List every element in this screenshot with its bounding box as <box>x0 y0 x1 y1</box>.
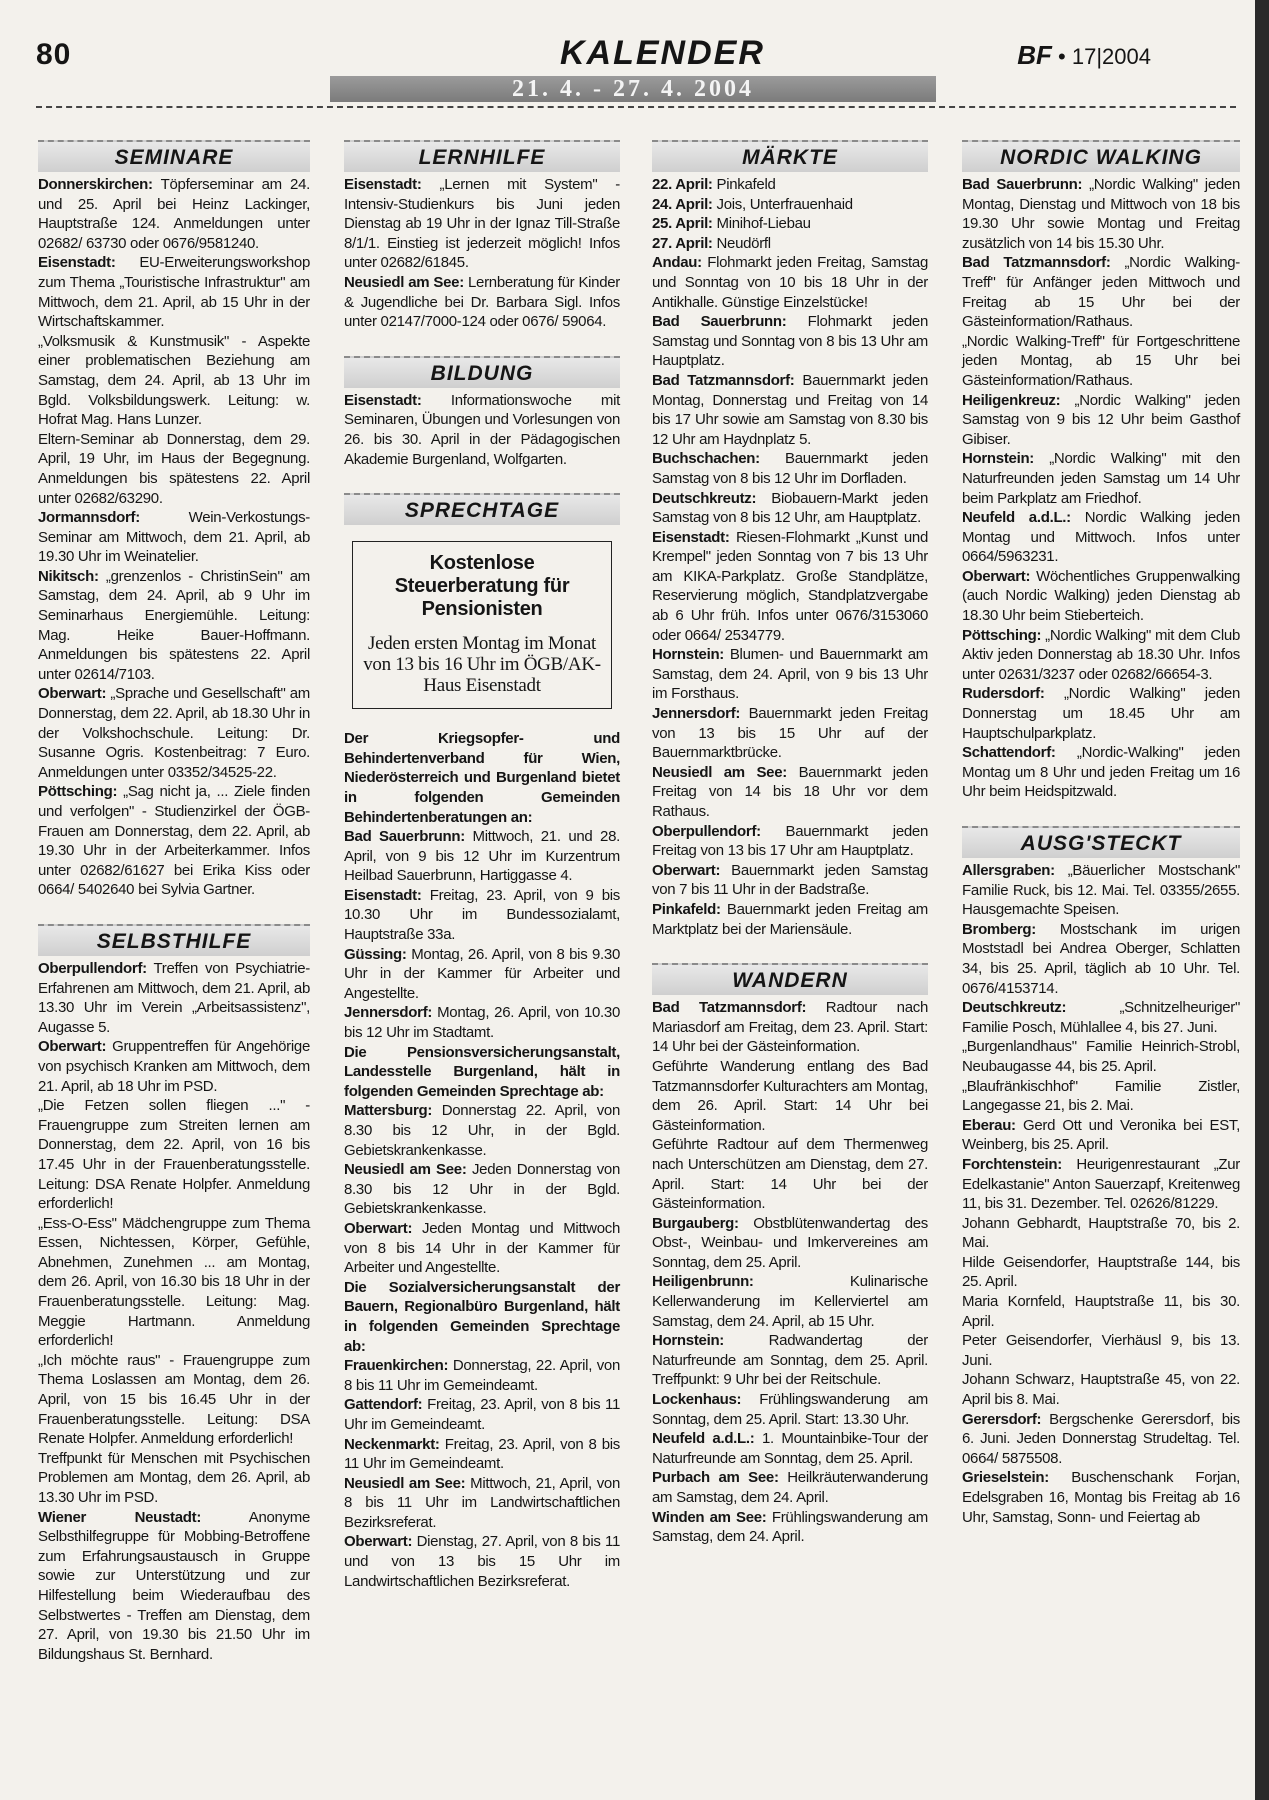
list-item: Johann Gebhardt, Hauptstraße 70, bis 2. Mai. <box>962 1214 1240 1252</box>
list-item: Frauenkirchen: Donnerstag, 22. April, von 8 bis 11 Uhr im Gemeindeamt. <box>344 1357 620 1394</box>
list-item: Grieselstein: Buschenschank Forjan, Edelsgraben 16, Montag bis Freitag ab 16 Uhr, Samstag, Sonn- und Feiertag ab <box>962 1469 1240 1526</box>
list-item: Deutschkreutz: „Schnitzelheuriger" Familie Posch, Mühlallee 4, bis 27. Juni. <box>962 999 1240 1036</box>
list-item: Eisenstadt: „Lernen mit System" - Intensiv-Studienkurs bis Juni jeden Dienstag ab 19 Uhr in der Ignaz Till-Straße 8/1/1. Einstieg ist jederzeit möglich! Infos unter 02682/61845. <box>344 176 620 272</box>
page-number: 80 <box>36 38 72 71</box>
list-item: Hornstein: „Nordic Walking" mit den Naturfreunden jeden Samstag um 14 Uhr beim Parkplatz am Friedhof. <box>962 450 1240 507</box>
issue-label <box>1017 40 1151 71</box>
page-title: KALENDER <box>560 34 765 72</box>
list-item: Gattendorf: Freitag, 23. April, von 8 bis 11 Uhr im Gemeindeamt. <box>344 1396 620 1433</box>
list-item: Peter Geisendorfer, Vierhäusl 9, bis 13. Juni. <box>962 1332 1240 1369</box>
list-item: Andau: Flohmarkt jeden Freitag, Samstag und Sonntag von 10 bis 18 Uhr in der Antikhalle. Günstige Einzelstücke! <box>652 254 928 311</box>
section-header-bildung <box>344 356 620 388</box>
list-item: Maria Kornfeld, Hauptstraße 11, bis 30. April. <box>962 1293 1240 1330</box>
list-item: „Volksmusik & Kunstmusik" - Aspekte einer problematischen Beziehung am Samstag, dem 24. April, ab 13 Uhr im Bgld. Volksbildungswerk. Leitung: w. Hofrat Mag. Hans Lunzer. <box>38 332 310 429</box>
list-item: Burgauberg: Obstblütenwandertag des Obst-, Weinbau- und Imkervereines am Sonntag, dem 25. April. <box>652 1214 928 1271</box>
section-header-wandern <box>652 963 928 995</box>
column-3 <box>652 138 928 1547</box>
list-item: Neusiedl am See: Lernberatung für Kinder & Jugendliche bei Dr. Barbara Sigl. Infos unter 02147/7000-124 oder 0676/ 59064. <box>344 273 620 331</box>
list-item: Oberwart: Jeden Montag und Mittwoch von 8 bis 14 Uhr in der Kammer für Arbeiter und Angestellte. <box>344 1219 620 1277</box>
page-edge-shadow <box>1255 0 1269 1800</box>
list-item: 24. April: Jois, Unterfrauenhaid <box>652 195 853 213</box>
box-text: Jeden ersten Montag im Monat von 13 bis 16 Uhr im ÖGB/AK-Haus Eisenstadt <box>363 633 601 697</box>
list-item: Hornstein: Blumen- und Bauernmarkt am Samstag, dem 24. April, von 9 bis 13 Uhr im Forsthaus. <box>652 646 928 703</box>
section-title: NORDIC WALKING <box>1000 146 1202 169</box>
list-item: Treffpunkt für Menschen mit Psychischen Problemen am Montag, dem 26. April, ab 13.30 Uhr im PSD. <box>38 1449 310 1506</box>
list-item: „Nordic Walking-Treff" für Fortgeschrittene jeden Montag, ab 15 Uhr bei Gästeinformation/Rathaus. <box>962 332 1240 389</box>
list-item: Eisenstadt: EU-Erweiterungsworkshop zum Thema „Touristische Infrastruktur" am Mittwoch, dem 21. April, ab 15 Uhr in der Wirtschaftskammer. <box>38 254 310 331</box>
list-item: „Ess-O-Ess" Mädchengruppe zum Thema Essen, Nichtessen, Körper, Gefühle, Abnehmen, Zunehmen ... am Montag, dem 26. April, von 16.30 bis 18 Uhr in der Frauenberatungsstelle. Leitung: Mag. Meggie Hartmann. Anmeldung erforderlich! <box>38 1214 310 1350</box>
box-title: Kostenlose Steuerberatung für Pensionisten <box>394 552 570 621</box>
section-header-selbsthilfe <box>38 924 310 956</box>
list-item: Eberau: Gerd Ott und Veronika bei EST, Weinberg, bis 25. April. <box>962 1116 1240 1154</box>
list-item: Donnerskirchen: Töpferseminar am 24. und 25. April bei Heinz Lackinger, Hauptstraße 124. Anmeldungen unter 02682/ 63730 oder 0676/9581240. <box>38 176 310 252</box>
list-item: Forchtenstein: Heurigenrestaurant „Zur Edelkastanie" Anton Sauerzapf, Kreitenweg 11, bis 31. Dezember. Tel. 02626/81229. <box>962 1155 1240 1213</box>
list-item: Rudersdorf: „Nordic Walking" jeden Donnerstag um 18.45 Uhr am Hauptschulparkplatz. <box>962 685 1240 742</box>
list-item: Buchschachen: Bauernmarkt jeden Samstag von 8 bis 12 Uhr im Dorfladen. <box>652 450 928 487</box>
list-item: Wiener Neustadt: Anonyme Selbsthilfegruppe für Mobbing-Betroffene zum Erfahrungsaustausch in Gruppe sowie zur Unterstützung und zur Hilfestellung beim Wiederaufbau des Selbstwertes - Treffen am Dienstag, dem 27. April, von 19.30 bis 21.50 Uhr im Bildungshaus St. Bernhard. <box>38 1508 311 1663</box>
list-item: Neufeld a.d.L.: 1. Mountainbike-Tour der Naturfreunde am Sonntag, dem 25. April. <box>652 1430 928 1467</box>
intro-text: Der Kriegsopfer- und Behindertenverband für Wien, Niederösterreich und Burgenland bietet in folgenden Gemeinden Behindertenberatungen an: <box>344 730 620 826</box>
list-item: Eisenstadt: Riesen-Flohmarkt „Kunst und Krempel" jeden Sonntag von 7 bis 13 Uhr am KIKA-Parkplatz. Große Standplätze, Reservierung möglich, Standplatzvergabe ab 6 Uhr früh. Infos unter 0676/3153060 oder 0664/ 2534779. <box>652 528 928 644</box>
list-item: Mattersburg: Donnerstag 22. April, von 8.30 bis 12 Uhr, in der Bgld. Gebietskrankenkasse. <box>344 1102 620 1159</box>
list-item: Geführte Wanderung entlang des Bad Tatzmannsdorfer Kulturachters am Montag, dem 26. April. Start: 14 Uhr bei Gästeinformation. <box>652 1057 928 1134</box>
list-item: Jormannsdorf: Wein-Verkostungs-Seminar am Mittwoch, dem 21. April, ab 19.30 Uhr im Weinatelier. <box>38 509 310 566</box>
list-item: Bad Tatzmannsdorf: „Nordic Walking-Treff" für Anfänger jeden Mittwoch und Freitag ab 15 Uhr bei der Gästeinformation/Rathaus. <box>962 254 1240 331</box>
list-item: Bad Sauerbrunn: Flohmarkt jeden Samstag und Sonntag von 8 bis 13 Uhr am Hauptplatz. <box>652 313 928 370</box>
list-item: Bad Tatzmannsdorf: Radtour nach Mariasdorf am Freitag, dem 23. April. Start: 14 Uhr bei der Gästeinformation. <box>652 999 928 1056</box>
list-item: „Ich möchte raus" - Frauengruppe zum Thema Loslassen am Montag, dem 26. April, von 15 bis 16.45 Uhr in der Frauenberatungsstelle. Leitung: DSA Renate Holpfer. Anmeldung erforderlich! <box>38 1351 310 1448</box>
selbsthilfe-list <box>38 959 310 1664</box>
list-item: Eltern-Seminar ab Donnerstag, dem 29. April, 19 Uhr, im Haus der Begegnung. Anmeldungen bis spätestens 22. April unter 02682/63290. <box>38 430 310 507</box>
column-2 <box>344 138 620 1591</box>
list-item: Heiligenbrunn: Kulinarische Kellerwanderung im Kellerviertel am Samstag, dem 24. April, ab 15 Uhr. <box>652 1273 928 1330</box>
list-item: Neusiedl am See: Mittwoch, 21, April, von 8 bis 11 Uhr im Landwirtschaftlichen Bezirksreferat. <box>344 1474 620 1531</box>
list-item: 27. April: Neudörfl <box>652 234 771 252</box>
list-item: Neusiedl am See: Bauernmarkt jeden Freitag von 14 bis 18 Uhr vor dem Rathaus. <box>652 763 928 820</box>
section-header-seminare <box>38 140 310 172</box>
list-item: Eisenstadt: Informationswoche mit Seminaren, Übungen und Vorlesungen von 26. bis 30. April in der Pädagogischen Akademie Burgenland, Wolfgarten. <box>344 391 620 468</box>
list-item: „Blaufränkischhof" Familie Zistler, Langegasse 21, bis 2. Mai. <box>962 1077 1240 1115</box>
list-item: „Burgenlandhaus" Familie Heinrich-Strobl, Neubaugasse 44, bis 25. April. <box>962 1038 1240 1075</box>
list-item: Neufeld a.d.L.: Nordic Walking jeden Montag und Mittwoch. Infos unter 0664/5963231. <box>962 509 1240 566</box>
magazine-logo: BF <box>1017 40 1052 70</box>
intro-text: Die Sozialversicherungsanstalt der Bauern, Regionalbüro Burgenland, hält in folgenden Gemeinden Sprechtage ab: <box>344 1278 620 1355</box>
section-title: LERNHILFE <box>418 146 546 169</box>
list-item: Oberwart: „Sprache und Gesellschaft" am Donnerstag, dem 22. April, ab 18.30 Uhr in der Volkshochschule. Leitung: Dr. Susanne Ogris. Kostenbeitrag: 7 Euro. Anmeldungen unter 03352/34525-22. <box>38 685 310 781</box>
date-range-band: 21. 4. - 27. 4. 2004 <box>330 76 936 102</box>
list-item: Oberwart: Wöchentliches Gruppenwalking (auch Nordic Walking) jeden Dienstag ab 18.30 Uhr beim Stieberteich. <box>962 567 1240 625</box>
section-title: SEMINARE <box>114 146 234 169</box>
list-item: Allersgraben: „Bäuerlicher Mostschank" Familie Ruck, bis 12. Mai. Tel. 03355/2655. Hausgemachte Speisen. <box>962 862 1240 919</box>
column-4 <box>962 138 1240 1527</box>
list-item: Neckenmarkt: Freitag, 23. April, von 8 bis 11 Uhr im Gemeindeamt. <box>344 1435 620 1473</box>
section-title: MÄRKTE <box>742 146 838 169</box>
list-item: Bad Tatzmannsdorf: Bauernmarkt jeden Montag, Donnerstag und Freitag von 14 bis 17 Uhr sowie am Samstag von 8.30 bis 12 Uhr am Haydnplatz 5. <box>652 371 928 448</box>
list-item: Eisenstadt: Freitag, 23. April, von 9 bis 10.30 Uhr im Bundessozialamt, Hauptstraße 33a. <box>344 886 620 944</box>
list-item: Pinkafeld: Bauernmarkt jeden Freitag am Marktplatz bei der Mariensäule. <box>652 900 928 938</box>
section-header-ausgsteckt <box>962 826 1240 858</box>
intro-text: Die Pensionsversicherungsanstalt, Landesstelle Burgenland, hält in folgenden Gemeinden Sprechtage ab: <box>344 1043 620 1100</box>
list-item: Oberpullendorf: Bauernmarkt jeden Freitag von 13 bis 17 Uhr am Hauptplatz. <box>652 822 928 860</box>
list-item: Bromberg: Mostschank im urigen Moststadl bei Andrea Oberger, Schlatten 34, bis 25. April, täglich ab 10 Uhr. Tel. 0676/4153714. <box>962 920 1240 997</box>
column-1 <box>38 138 310 1664</box>
section-title: AUSG'STECKT <box>1020 832 1182 855</box>
section-title: SPRECHTAGE <box>404 499 560 523</box>
list-item: Jennersdorf: Bauernmarkt jeden Freitag von 13 bis 15 Uhr auf der Bauernmarktbrücke. <box>652 705 928 762</box>
list-item: Bad Sauerbrunn: Mittwoch, 21. und 28. April, von 9 bis 12 Uhr im Kurzentrum Heilbad Sauerbrunn, Hartiggasse 4. <box>344 828 620 885</box>
list-item: Bad Sauerbrunn: „Nordic Walking" jeden Montag, Dienstag und Mittwoch von 18 bis 19.30 Uhr sowie Montag und Freitag zusätzlich von 14 bis 15.30 Uhr. <box>962 176 1241 252</box>
seminare-list <box>38 175 310 900</box>
section-title: WANDERN <box>732 969 848 993</box>
list-item: Neusiedl am See: Jeden Donnerstag von 8.30 bis 12 Uhr in der Bgld. Gebietskrankenkasse. <box>344 1161 620 1218</box>
list-item: Jennersdorf: Montag, 26. April, von 10.30 bis 12 Uhr im Stadtamt. <box>344 1004 620 1042</box>
list-item: „Die Fetzen sollen fliegen ..." - Frauengruppe zum Streiten lernen am Donnerstag, dem 22. April, von 16 bis 17.45 Uhr in der Frauenberatungsstelle. Leitung: DSA Renate Holpfer. Anmeldung erforderlich! <box>38 1097 310 1213</box>
list-item: Pöttsching: „Nordic Walking" mit dem Club Aktiv jeden Donnerstag ab 18.30 Uhr. Infos unter 02631/3237 oder 02682/66654-3. <box>962 626 1240 683</box>
section-header-sprechtage <box>344 493 620 525</box>
list-item: Geführte Radtour auf dem Thermenweg nach Unterschützen am Dienstag, dem 27. April. Start: 14 Uhr bei der Gästeinformation. <box>652 1136 928 1213</box>
list-item: 25. April: Minihof-Liebau <box>652 215 811 233</box>
list-item: Oberwart: Gruppentreffen für Angehörige von psychisch Kranken am Mittwoch, dem 21. April, ab 18 Uhr im PSD. <box>38 1038 310 1095</box>
list-item: Johann Schwarz, Hauptstraße 45, von 22. April bis 8. Mai. <box>962 1371 1240 1409</box>
list-item: Schattendorf: „Nordic-Walking" jeden Montag um 8 Uhr und jeden Freitag um 16 Uhr beim Heidspitzwald. <box>962 744 1240 801</box>
list-item: Deutschkreutz: Biobauern-Markt jeden Samstag von 8 bis 12 Uhr, am Hauptplatz. <box>652 489 928 527</box>
list-item: Nikitsch: „grenzenlos - ChristinSein" am Samstag, dem 24. April, ab 9 Uhr im Seminarhaus Energiemühle. Leitung: Mag. Heike Bauer-Hoffmann. Anmeldungen bis spätestens 22. April unter 02614/7103. <box>38 567 310 683</box>
issue-number: • 17|2004 <box>1058 44 1151 69</box>
list-item: Güssing: Montag, 26. April, von 8 bis 9.30 Uhr in der Kammer für Arbeiter und Angestellte. <box>344 945 620 1002</box>
list-item: Oberwart: Bauernmarkt jeden Samstag von 7 bis 11 Uhr in der Badstraße. <box>652 861 928 899</box>
header-divider <box>36 106 1236 108</box>
list-item: Purbach am See: Heilkräuterwanderung am Samstag, dem 24. April. <box>652 1469 928 1506</box>
section-title: SELBSTHILFE <box>96 929 252 953</box>
list-item: Oberpullendorf: Treffen von Psychiatrie-Erfahrenen am Mittwoch, dem 21. April, ab 13.30 Uhr im Verein „Arbeitsassistenz", Augasse 5. <box>38 959 310 1036</box>
list-item: Gerersdorf: Bergschenke Gerersdorf, bis 6. Juni. Jeden Donnerstag Strudeltag. Tel. 0664/ 5875508. <box>962 1410 1240 1467</box>
section-header-nordic-walking <box>962 140 1240 172</box>
steuerberatung-box <box>352 541 612 709</box>
list-item: Hornstein: Radwandertag der Naturfreunde am Sonntag, dem 25. April. Treffpunkt: 9 Uhr bei der Reitschule. <box>652 1332 928 1389</box>
list-item: Pöttsching: „Sag nicht ja, ... Ziele finden und verfolgen" - Studienzirkel der ÖGB-Frauen am Donnerstag, dem 22. April, ab 19.30 Uhr in der Arbeiterkammer. Infos unter 02682/61627 bei Erika Kiss oder 0664/ 5402640 bei Sylvia Gartner. <box>38 783 310 899</box>
list-item: Hilde Geisendorfer, Hauptstraße 144, bis 25. April. <box>962 1253 1240 1291</box>
list-item: Heiligenkreuz: „Nordic Walking" jeden Samstag von 9 bis 12 Uhr beim Gasthof Gibiser. <box>962 391 1240 448</box>
list-item: Lockenhaus: Frühlingswanderung am Sonntag, dem 25. April. Start: 13.30 Uhr. <box>652 1391 928 1428</box>
list-item: 22. April: Pinkafeld <box>652 176 776 193</box>
section-title: BILDUNG <box>430 361 534 385</box>
section-header-lernhilfe <box>344 140 620 172</box>
section-header-maerkte <box>652 140 928 172</box>
list-item: Oberwart: Dienstag, 27. April, von 8 bis 11 und von 13 bis 15 Uhr im Landwirtschaftlichen Bezirksreferat. <box>344 1533 620 1590</box>
list-item: Winden am See: Frühlingswanderung am Samstag, dem 24. April. <box>652 1508 928 1546</box>
